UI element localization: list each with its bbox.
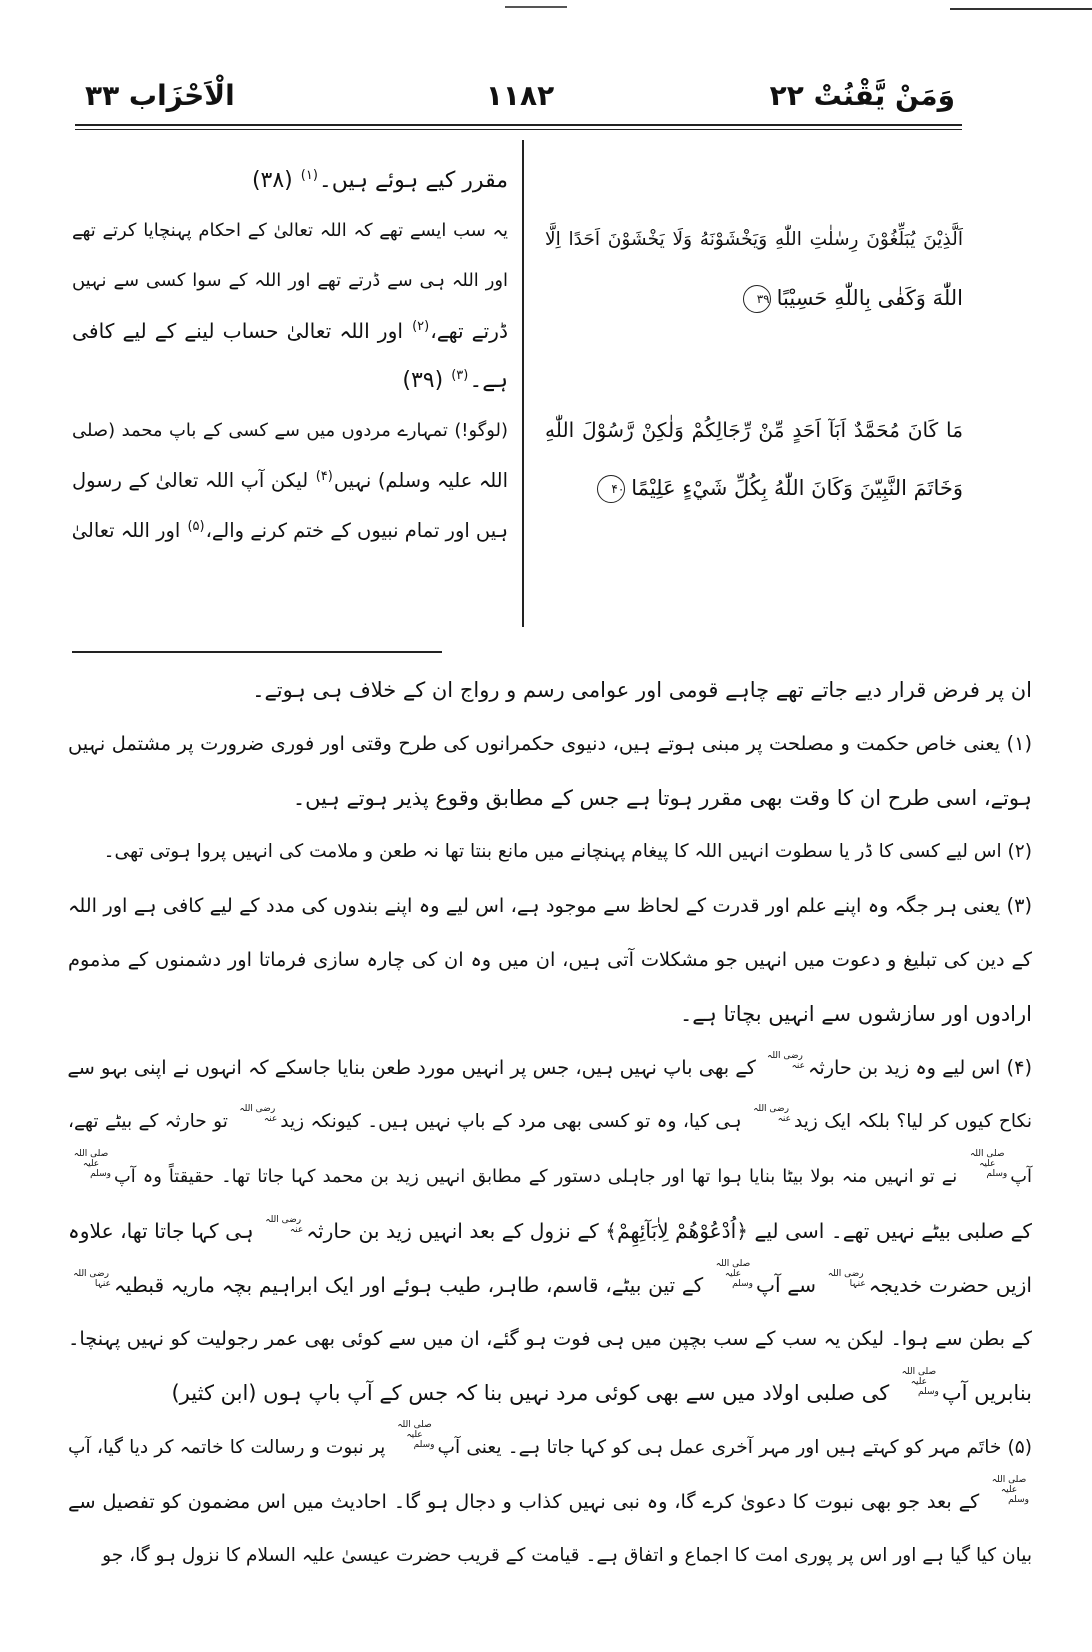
text-run: اللہ علیہ وسلم) نہیں [333, 469, 508, 492]
text-run: (۳۹) [402, 368, 451, 393]
text-run: ازیں حضرت خدیجہ [868, 1273, 1032, 1297]
text-run: اور اللہ تعالیٰ [71, 519, 187, 542]
text-run: بنابریں آپ [941, 1381, 1032, 1405]
text-run: نکاح کیوں کر لیا؟ بلکہ ایک زید [794, 1111, 1032, 1132]
honorific-ligature: رضی اللہ عنہ [239, 1104, 278, 1124]
text-run: کے تین بیٹے، قاسم، طاہر، طیب ہوئے اور ایک ابراہیم بچہ ماریہ قبطیہ [114, 1273, 710, 1297]
footnote-line [68, 1529, 1032, 1583]
verse [545, 211, 963, 327]
text-run: کے بعد جو بھی نبوت کا دعویٰ کرے گا، وہ نبی نہیں کذاب و دجال ہو گا۔ احادیث میں اس مضمون کو تفصیل سے [68, 1490, 986, 1513]
translation-line [72, 456, 508, 506]
text-run: ہے۔ [469, 368, 508, 393]
text-run: کے بطن سے ہوا۔ لیکن یہ سب کے سب بچپن میں ہی فوت ہو گئے، ان میں سے کوئی بھی عمر رجولیت کو نہیں پہنچا۔ [68, 1327, 1032, 1350]
text-run: کے بھی باپ نہیں ہیں، جس پر انہیں مورد طعن بنایا جاسکے کہ انہوں نے اپنی بہو سے [67, 1056, 762, 1079]
translation-paragraph [72, 206, 508, 406]
text-run: (۴) اس لیے وہ زید بن حارثہ [807, 1056, 1032, 1079]
text-run: ڈرتے تھے، [430, 319, 508, 343]
footnote-reference: (۱) [300, 167, 318, 183]
text-run: لیکن آپ اللہ تعالیٰ کے رسول [72, 469, 315, 492]
text-run: ہی کہا جاتا تھا، علاوہ [68, 1219, 261, 1243]
honorific-ligature: رضی اللہ عنہا [827, 1269, 866, 1289]
text-run: بیان کیا گیا ہے اور اس پر پوری امت کا اجماع و اتفاق ہے۔ قیامت کے قریب حضرت عیسیٰ علیہ السلام کا نزول ہو گا، جو [102, 1545, 1032, 1566]
translation-line [72, 406, 508, 456]
translation-line [72, 356, 508, 406]
footnote-line [68, 1475, 1032, 1529]
verse [545, 401, 963, 517]
translation-line [72, 256, 508, 306]
translation-column [72, 156, 508, 556]
verse-line [545, 401, 963, 459]
footnote-line [68, 933, 1032, 987]
text-run: ان پر فرض قرار دیے جاتے تھے چاہے قومی اور عوامی رسم و رواج ان کے خلاف ہی ہوتے۔ [252, 678, 1032, 702]
footnote-line [68, 1420, 1032, 1475]
text-run: تو حارثہ کے بیٹے تھے، [68, 1111, 235, 1132]
text-run: (۳) یعنی ہر جگہ وہ اپنے علم اور قدرت کے لحاظ سے موجود ہے، اس لیے وہ اپنے بندوں کی مدد کے لیے کافی ہے اور اللہ [68, 894, 1032, 917]
footnote-line [68, 987, 1032, 1041]
ayah-number-marker: ۳۹ [743, 285, 771, 313]
translation-paragraph [72, 406, 508, 556]
text-run: آپ [1010, 1166, 1032, 1187]
scan-top-mark [505, 6, 567, 8]
header-double-rule [75, 124, 962, 130]
footnotes-section [68, 663, 1032, 1583]
footnote-line [68, 1258, 1032, 1312]
honorific-ligature: رضی اللہ عنہ [753, 1104, 791, 1124]
honorific-ligature: رضی اللہ عنہ [767, 1051, 805, 1071]
juz-name: وَمَنْ يَّقْنُتْ ۲۲ [769, 79, 955, 112]
footnote-line [68, 663, 1032, 717]
page-number: ۱۱۸۲ [485, 79, 555, 112]
text-run: اَلَّذِيْنَ يُبَلِّغُوْنَ رِسٰلٰتِ اللّٰهِ وَيَخْشَوْنَهُ وَلَا يَخْشَوْنَ اَحَدًا اِلَّا [545, 229, 963, 250]
footnote-reference: (۲) [412, 319, 430, 335]
text-run: سے آپ [756, 1273, 823, 1297]
footnote-line [68, 771, 1032, 825]
verse-line [545, 269, 963, 327]
ayah-number-marker: ۴۰ [597, 475, 625, 503]
text-run: (۱) یعنی خاص حکمت و مصلحت پر مبنی ہوتے ہیں، دنیوی حکمرانوں کی طرح وقتی اور فوری ضرورت پر مشتمل نہیں [68, 732, 1032, 755]
footnote-paragraph [68, 717, 1032, 825]
translation-line [72, 156, 508, 206]
footnote-paragraph [68, 879, 1032, 1041]
text-run: ہوتے، اسی طرح ان کا وقت بھی مقرر ہوتا ہے جس کے مطابق وقوع پذیر ہوتے ہیں۔ [292, 786, 1032, 810]
footnote-separator [72, 651, 442, 653]
footnote-line [68, 1041, 1032, 1095]
text-run: ارادوں اور سازشوں سے انہیں بچاتا ہے۔ [679, 1002, 1032, 1026]
footnote-paragraph [68, 1420, 1032, 1583]
footnote-line [68, 1366, 1032, 1420]
footnote-paragraph [68, 1041, 1032, 1420]
text-run: کے دین کی تبلیغ و دعوت میں انہیں جو مشکلات آتی ہیں، ان میں وہ ان کی چارہ سازی فرماتا اور دشمنوں کے مذموم [68, 948, 1032, 971]
honorific-ligature: رضی اللہ عنہا [73, 1269, 111, 1289]
footnote-paragraph [68, 663, 1032, 717]
text-run: مقرر کیے ہوئے ہیں۔ [318, 168, 508, 193]
verse-line [545, 211, 963, 269]
honorific-ligature: صلی اللہ علیہ وسلم [397, 1420, 435, 1450]
footnote-line [68, 825, 1032, 879]
text-run: مَا كَانَ مُحَمَّدٌ اَبَآ اَحَدٍ مِّنْ رِّجَالِكُمْ وَلٰكِنْ رَّسُوْلَ اللّٰهِ [545, 418, 963, 442]
footnote-line [68, 1149, 1032, 1204]
text-run: ہیں اور تمام نبیوں کے ختم کرنے والے، [205, 519, 508, 542]
text-run: (۵) خاتَم مہر کو کہتے ہیں اور مہر آخری عمل ہی کو کہا جاتا ہے۔ یعنی آپ [437, 1437, 1032, 1458]
text-run: وَخَاتَمَ النَّبِيّنَ وَكَانَ اللّٰهُ بِكُلِّ شَيْءٍ عَلِيْمًا [631, 476, 963, 500]
footnote-reference: (۵) [187, 518, 205, 534]
footnote-reference: (۳) [451, 367, 469, 383]
text-run: کی صلبی اولاد میں سے بھی کوئی مرد نہیں بنا کہ جس کے آپ باپ ہوں (ابن کثیر) [171, 1381, 896, 1405]
text-run: (لوگو!) تمہارے مردوں میں سے کسی کے باپ محمد (صلی [72, 420, 508, 441]
scan-top-rule [950, 8, 1092, 10]
honorific-ligature: صلی اللہ علیہ وسلم [901, 1367, 939, 1397]
translation-line [72, 206, 508, 256]
text-run: اور اللہ ہی سے ڈرتے تھے اور اللہ کے سوا کسی سے نہیں [72, 270, 508, 291]
text-run: اللّٰهَ وَكَفٰى بِاللّٰهِ حَسِيْبًا [776, 286, 963, 310]
text-run: یہ سب ایسے تھے کہ اللہ تعالیٰ کے احکام پہنچایا کرتے تھے [72, 220, 508, 241]
quran-text-column [545, 211, 963, 517]
translation-line [72, 306, 508, 356]
translation-line [72, 506, 508, 556]
footnote-line [68, 1095, 1032, 1149]
footnote-line [68, 879, 1032, 933]
surah-name: الْاَحْزَاب ۳۳ [85, 79, 235, 112]
text-run: کے صلبی بیٹے نہیں تھے۔ اسی لیے ﴿اُدْعُوْهُمْ لِاٰبَآئِهِمْ﴾ کے نزول کے بعد انہیں زید بن حارثہ [306, 1219, 1032, 1243]
translation-paragraph [72, 156, 508, 206]
honorific-ligature: صلی اللہ علیہ وسلم [73, 1149, 111, 1179]
footnote-paragraph [68, 825, 1032, 879]
text-run: پر نبوت و رسالت کا خاتمہ کر دیا گیا، آپ [68, 1437, 392, 1458]
text-run: نے تو انہیں منہ بولا بیٹا بنایا ہوا تھا اور جاہلی دستور کے مطابق انہیں زید بن محمد کہا جاتا تھا۔ حقیقتاً وہ آپ [114, 1166, 965, 1187]
verse-line [545, 459, 963, 517]
honorific-ligature: صلی اللہ علیہ وسلم [991, 1475, 1029, 1505]
text-run: ہی کیا، وہ تو کسی بھی مرد کے باپ نہیں ہیں۔ کیونکہ زید [280, 1111, 748, 1132]
text-run: (۳۸) [251, 168, 300, 193]
text-run: (۲) اس لیے کسی کا ڈر یا سطوت انہیں اللہ کا پیغام پہنچانے میں مانع بنتا تھا نہ طعن و ملامت کی انہیں پروا ہوتی تھی۔ [103, 841, 1032, 862]
footnote-line [68, 717, 1032, 771]
footnote-line [68, 1312, 1032, 1366]
honorific-ligature: صلی اللہ علیہ وسلم [970, 1149, 1008, 1179]
text-run: اور اللہ تعالیٰ حساب لینے کے لیے کافی [72, 319, 412, 343]
footnote-line [68, 1204, 1032, 1258]
honorific-ligature: صلی اللہ علیہ وسلم [715, 1259, 753, 1289]
column-divider [522, 140, 524, 627]
honorific-ligature: رضی اللہ عنہ [265, 1215, 304, 1235]
footnote-reference: (۴) [315, 468, 333, 484]
